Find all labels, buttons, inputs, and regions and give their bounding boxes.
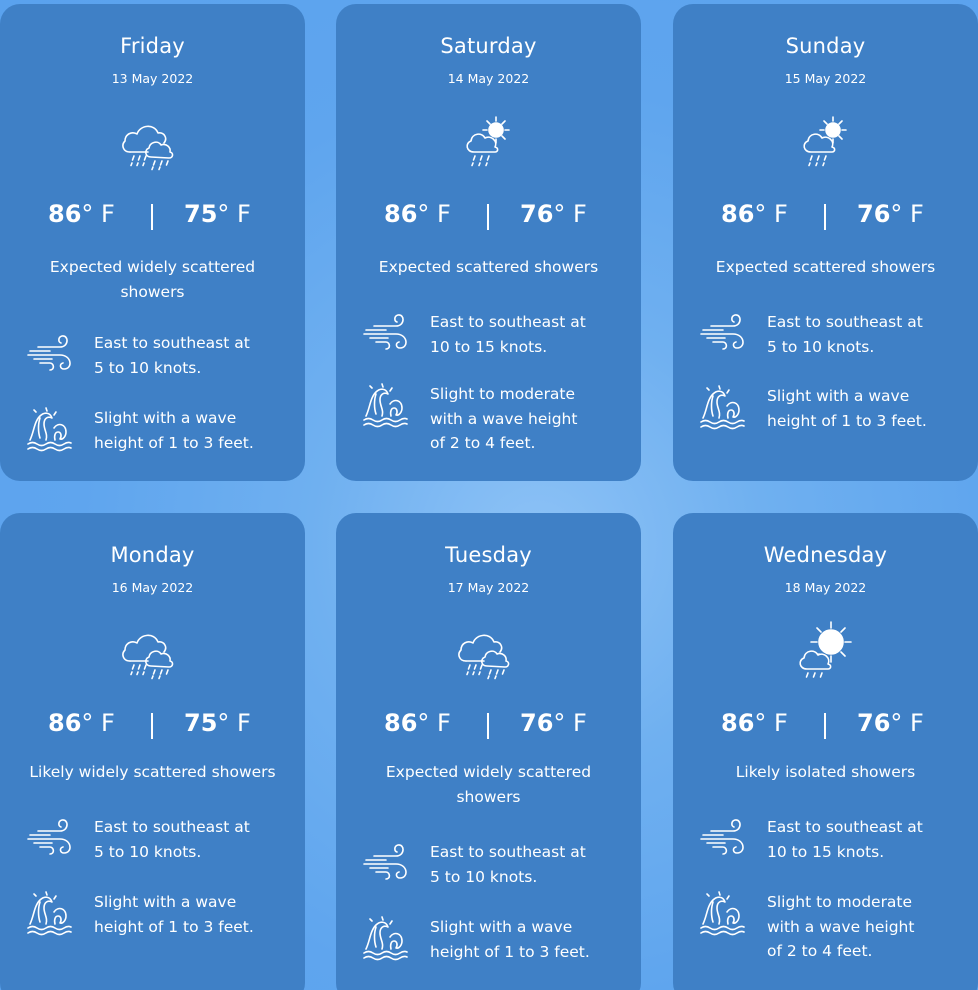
wind-info: East to southeast at 10 to 15 knots. <box>699 815 968 865</box>
forecast-date: 13 May 2022 <box>111 71 194 86</box>
wave-icon <box>699 384 745 430</box>
high-temperature: 86° F <box>721 200 788 228</box>
temperature-range <box>0 200 305 236</box>
forecast-card <box>673 4 978 481</box>
day-name: Monday <box>110 543 195 567</box>
temperature-divider <box>824 713 826 739</box>
day-name: Wednesday <box>763 543 888 567</box>
day-name: Sunday <box>785 34 866 58</box>
temperature-divider <box>487 713 489 739</box>
cloud-rain-icon <box>454 617 524 687</box>
forecast-description: Expected widely scattered showers <box>49 258 256 301</box>
temperature-range <box>673 200 978 236</box>
forecast-description: Expected scattered showers <box>715 258 936 276</box>
wave-icon <box>26 890 72 936</box>
wave-icon <box>26 406 72 452</box>
wind-info: East to southeast at 5 to 10 knots. <box>699 310 968 360</box>
wave-info: Slight with a wave height of 1 to 3 feet. <box>699 384 968 434</box>
day-name: Tuesday <box>445 543 532 567</box>
sun-cloud-icon <box>791 617 861 687</box>
forecast-description: Expected scattered showers <box>378 258 599 276</box>
low-temperature: 76° F <box>520 709 587 737</box>
cloud-rain-icon <box>118 617 188 687</box>
temperature-divider <box>487 204 489 230</box>
wave-info: Slight to moderate with a wave height of 2 to 4 feet. <box>362 382 631 458</box>
wave-info: Slight with a wave height of 1 to 3 feet. <box>26 406 295 456</box>
wind-icon <box>699 310 745 356</box>
wind-icon <box>362 840 408 886</box>
high-temperature: 86° F <box>384 200 451 228</box>
temperature-divider <box>151 204 153 230</box>
low-temperature: 76° F <box>857 200 924 228</box>
wave-icon <box>362 915 408 961</box>
low-temperature: 75° F <box>184 709 251 737</box>
wave-icon <box>362 382 408 428</box>
wind-info: East to southeast at 5 to 10 knots. <box>26 815 295 865</box>
low-temperature: 75° F <box>184 200 251 228</box>
forecast-card <box>673 513 978 990</box>
temperature-range <box>336 200 641 236</box>
forecast-date: 16 May 2022 <box>111 580 194 595</box>
day-name: Saturday <box>440 34 537 58</box>
sun-cloud-rain-icon <box>791 108 861 178</box>
sun-cloud-rain-icon <box>454 108 524 178</box>
wave-info: Slight to moderate with a wave height of 2 to 4 feet. <box>699 890 968 966</box>
temperature-range <box>0 709 305 745</box>
forecast-description: Likely widely scattered showers <box>29 763 276 781</box>
forecast-card <box>336 4 641 481</box>
low-temperature: 76° F <box>857 709 924 737</box>
forecast-description: Expected widely scattered showers <box>385 763 592 806</box>
wind-icon <box>26 815 72 861</box>
wave-info: Slight with a wave height of 1 to 3 feet. <box>26 890 295 940</box>
low-temperature: 76° F <box>520 200 587 228</box>
wave-info: Slight with a wave height of 1 to 3 feet. <box>362 915 631 965</box>
wind-info: East to southeast at 5 to 10 knots. <box>362 840 631 890</box>
forecast-card <box>0 4 305 481</box>
high-temperature: 86° F <box>721 709 788 737</box>
temperature-range <box>673 709 978 745</box>
forecast-description: Likely isolated showers <box>735 763 916 781</box>
cloud-rain-icon <box>118 108 188 178</box>
forecast-date: 18 May 2022 <box>784 580 867 595</box>
wind-icon <box>699 815 745 861</box>
forecast-date: 14 May 2022 <box>447 71 530 86</box>
high-temperature: 86° F <box>384 709 451 737</box>
forecast-date: 17 May 2022 <box>447 580 530 595</box>
temperature-divider <box>151 713 153 739</box>
temperature-range <box>336 709 641 745</box>
wave-icon <box>699 890 745 936</box>
wind-icon <box>26 331 72 377</box>
wind-info: East to southeast at 10 to 15 knots. <box>362 310 631 360</box>
high-temperature: 86° F <box>48 200 115 228</box>
high-temperature: 86° F <box>48 709 115 737</box>
forecast-date: 15 May 2022 <box>784 71 867 86</box>
wind-icon <box>362 310 408 356</box>
temperature-divider <box>824 204 826 230</box>
day-name: Friday <box>120 34 185 58</box>
forecast-card <box>0 513 305 990</box>
forecast-card <box>336 513 641 990</box>
wind-info: East to southeast at 5 to 10 knots. <box>26 331 295 381</box>
